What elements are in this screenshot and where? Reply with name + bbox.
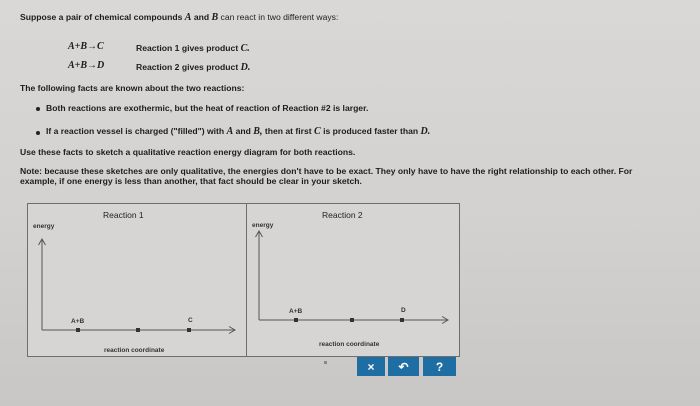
product-marker[interactable]: [187, 328, 191, 332]
reaction-2-description: Reaction 2 gives product D.: [136, 62, 251, 73]
note-line-2: example, if one energy is less than another, that fact should be clear in your sketch.: [20, 176, 362, 186]
transition-marker[interactable]: [350, 318, 354, 322]
fact-1: Both reactions are exothermic, but the heat of reaction of Reaction #2 is larger.: [46, 103, 369, 113]
reactant-label: A+B: [289, 308, 303, 315]
reaction-1-axes: [28, 204, 246, 356]
reaction-2-equation: A+B→D: [68, 60, 105, 71]
reaction-1-description: Reaction 1 gives product C.: [136, 43, 250, 54]
reactant-label: A+B: [71, 318, 85, 325]
reaction-1-sketch-area[interactable]: [27, 203, 247, 357]
reaction-1-equation: A+B→C: [68, 41, 104, 52]
reaction-2-axes: [247, 204, 459, 356]
undo-button[interactable]: ↶: [388, 357, 419, 376]
bullet-icon: [36, 107, 40, 111]
instruction: Use these facts to sketch a qualitative reaction energy diagram for both reactions.: [20, 147, 356, 157]
reactant-marker[interactable]: [76, 328, 80, 332]
fact-2: If a reaction vessel is charged ("filled") with A and B, then at first C is produced faster than D.: [46, 126, 431, 137]
product-marker[interactable]: [400, 318, 404, 322]
clear-button[interactable]: ×: [357, 357, 385, 376]
problem-intro: Suppose a pair of chemical compounds A and B can react in two different ways:: [20, 12, 339, 23]
reactant-marker[interactable]: [294, 318, 298, 322]
transition-marker[interactable]: [136, 328, 140, 332]
product-label: C: [188, 317, 193, 324]
facts-heading: The following facts are known about the two reactions:: [20, 83, 245, 93]
product-label: D: [401, 307, 406, 314]
help-button[interactable]: ?: [423, 357, 456, 376]
reaction-2-sketch-area[interactable]: [246, 203, 460, 357]
note-line-1: Note: because these sketches are only qualitative, the energies don't have to be exact. They only have to have the right relationship to each other. For: [20, 166, 633, 176]
panel-title: Reaction 1: [103, 210, 144, 220]
toolbar-handle-icon: [324, 361, 327, 364]
x-axis-label: reaction coordinate: [319, 341, 380, 348]
y-axis-label: energy: [252, 222, 274, 229]
bullet-icon: [36, 131, 40, 135]
panel-title: Reaction 2: [322, 210, 363, 220]
x-axis-label: reaction coordinate: [104, 347, 165, 354]
y-axis-label: energy: [33, 223, 55, 230]
